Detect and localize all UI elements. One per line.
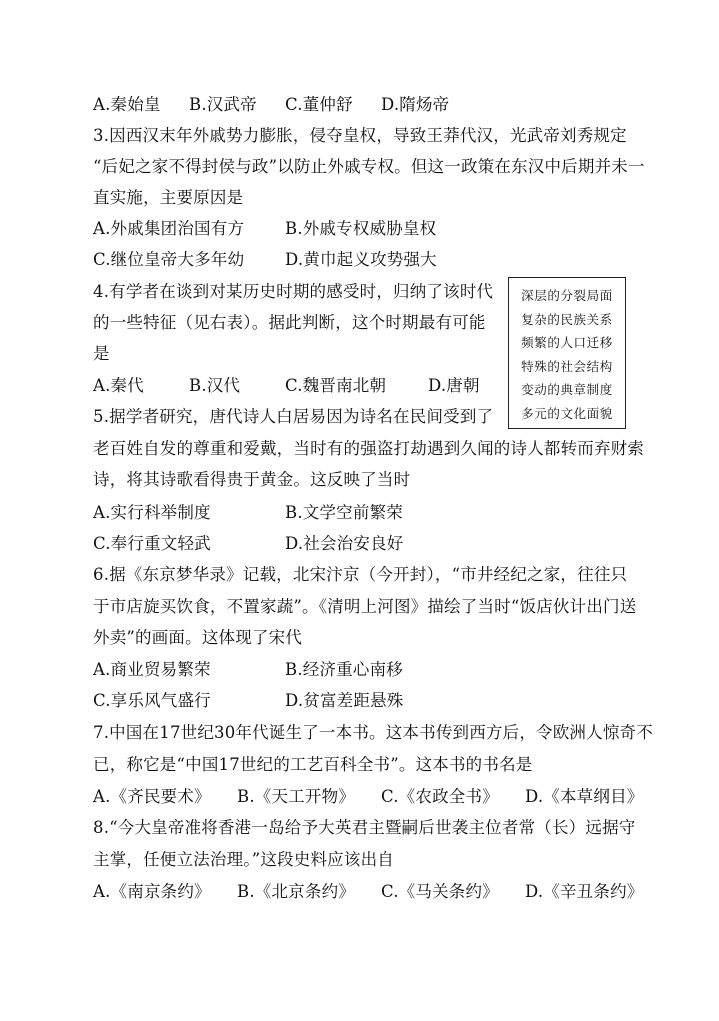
q7-option-b: B.《天工开物》	[237, 787, 355, 806]
q2-option-a: A.秦始皇	[93, 95, 161, 114]
q3-stem-line-1: 3.因西汉末年外戚势力膨胀，侵夺皇权，导致王莽代汉，光武帝刘秀规定	[93, 126, 627, 145]
q4-option-c: C.魏晋南北朝	[285, 376, 387, 395]
q6-option-c: C.享乐风气盛行	[93, 691, 211, 710]
q4-stem-line-2: 的一些特征（见右表）。据此判断，这个时期最有可能	[93, 313, 486, 332]
q5-option-d: D.社会治安良好	[285, 534, 404, 553]
q6-stem-line-3: 外卖”的画面。这体现了宋代	[93, 628, 303, 647]
q4-option-b: B.汉代	[189, 376, 241, 395]
q4-stem-line-1: 4.有学者在谈到对某历史时期的感受时，归纳了该时代	[93, 282, 494, 301]
q6-option-a: A.商业贸易繁荣	[93, 660, 211, 679]
q4-feature-4: 特殊的社会结构	[521, 358, 613, 374]
q6-stem-line-1: 6.据《东京梦华录》记载，北宋汴京（今开封），“市井经纪之家，往往只	[93, 565, 628, 584]
q7-stem-line-1: 7.中国在17世纪30年代诞生了一本书。这本书传到西方后，令欧洲人惊奇不	[93, 723, 653, 742]
q4-feature-3: 频繁的人口迁移	[521, 335, 613, 350]
q3-stem-line-2: “后妃之家不得封侯与政”以防止外戚专权。但这一政策在东汉中后期并未一	[93, 157, 645, 176]
q3-option-b: B.外戚专权威胁皇权	[285, 219, 437, 238]
q3-option-c: C.继位皇帝大多年幼	[93, 250, 245, 269]
q4-feature-1: 深层的分裂局面	[521, 288, 613, 303]
q4-option-d: D.唐朝	[428, 376, 480, 395]
q4-feature-2: 复杂的民族关系	[521, 311, 613, 327]
q6-option-b: B.经济重心南移	[285, 660, 403, 679]
q3-stem-line-3: 直实施，主要原因是	[93, 188, 244, 207]
q5-stem-line-2: 老百姓自发的尊重和爱戴，当时有的强盗打劫遇到久闻的诗人都转而弃财索	[93, 439, 645, 458]
q6-stem-line-2: 于市店旋买饮食，不置家蔬”。《清明上河图》描绘了当时“饭店伙计出门送	[93, 597, 637, 616]
q5-stem-line-3: 诗，将其诗歌看得贵于黄金。这反映了当时	[93, 470, 411, 489]
q8-stem-line-1: 8.“今大皇帝准将香港一岛给予大英君主暨嗣后世袭主位者常（长）远据守	[93, 818, 636, 837]
q5-option-a: A.实行科举制度	[93, 503, 211, 522]
q5-option-b: B.文学空前繁荣	[285, 503, 403, 522]
q4-feature-5: 变动的典章制度	[521, 382, 613, 397]
q3-option-a: A.外戚集团治国有方	[93, 219, 245, 238]
q3-option-d: D.黄巾起义攻势强大	[285, 250, 437, 269]
q7-option-d: D.《本草纲目》	[525, 787, 644, 806]
q4-feature-6: 多元的文化面貌	[521, 405, 613, 421]
q8-option-a: A.《南京条约》	[93, 882, 211, 901]
q2-option-d: D.隋炀帝	[381, 95, 450, 114]
q6-option-d: D.贫富差距悬殊	[285, 691, 404, 710]
q5-option-c: C.奉行重文轻武	[93, 534, 211, 553]
q7-option-c: C.《农政全书》	[381, 787, 499, 806]
q8-option-c: C.《马关条约》	[381, 882, 499, 901]
q7-option-a: A.《齐民要术》	[93, 787, 211, 806]
q2-option-b: B.汉武帝	[189, 95, 257, 114]
q4-option-a: A.秦代	[93, 376, 144, 395]
q8-option-b: B.《北京条约》	[237, 882, 355, 901]
q5-stem-line-1: 5.据学者研究，唐代诗人白居易因为诗名在民间受到了	[93, 407, 494, 426]
q4-stem-line-3: 是	[93, 344, 110, 363]
q8-stem-line-2: 主掌，任便立法治理。”这段史料应该出自	[93, 850, 394, 869]
q7-stem-line-2: 已，称它是“中国17世纪的工艺百科全书”。这本书的书名是	[93, 755, 533, 774]
q8-option-d: D.《辛丑条约》	[525, 882, 644, 901]
q4-feature-table	[508, 277, 626, 429]
q2-option-c: C.董仲舒	[285, 95, 353, 114]
